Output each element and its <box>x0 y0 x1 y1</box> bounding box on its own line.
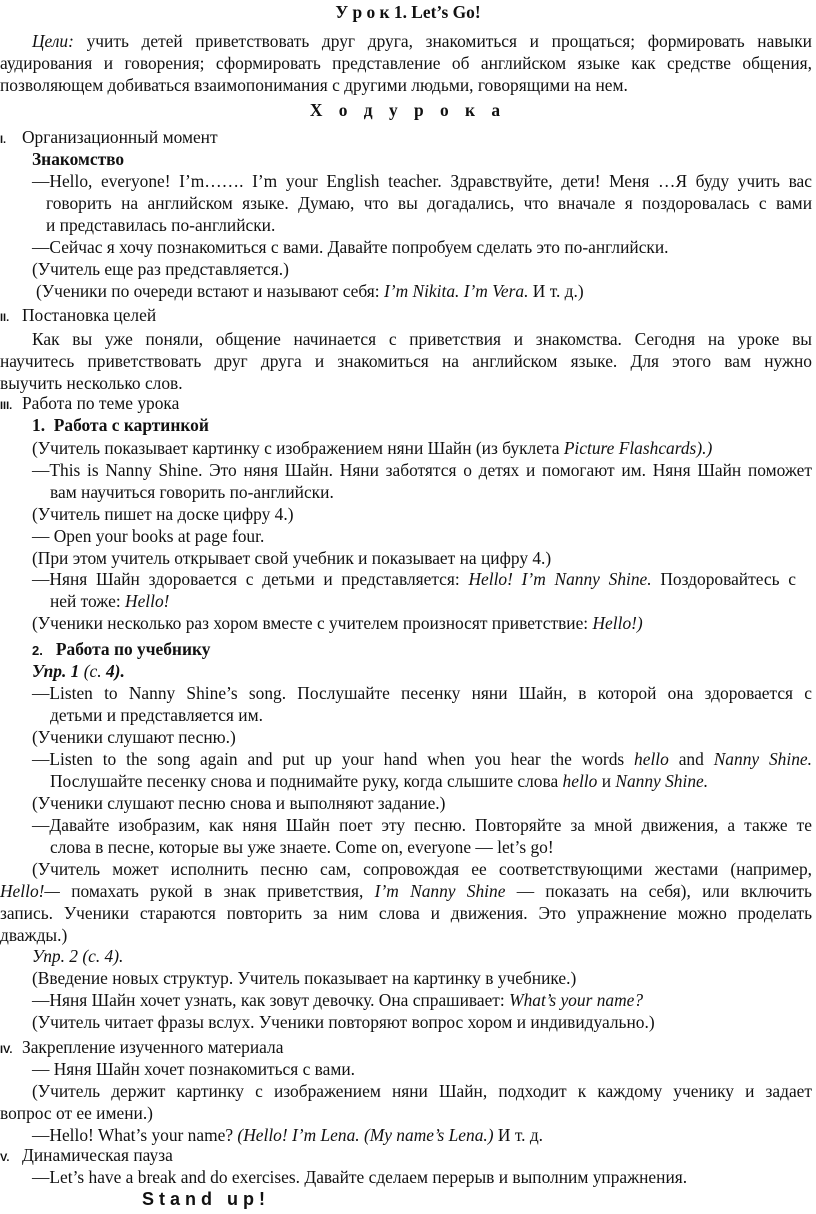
lesson-title: У р о к 1. Let’s Go! <box>335 2 481 22</box>
section-1-subheading: Знакомство <box>32 149 125 169</box>
goals-line-2: аудирования и говорения; сформировать представление об английском языке как средстве общения, <box>0 53 812 73</box>
w2-c-text: —Listen to the song again and put up your hand when you hear the words <box>32 749 625 769</box>
w2-e1: —Давайте изобразим, как няня Шайн поет эту песню. Повторяйте за мной движения, а также те <box>32 815 812 835</box>
w2-h-question: What’s your name? <box>509 990 644 1010</box>
s4-b1: (Учитель держит картинку с изображением няни Шайн, подходит к каждому ученику и задает <box>32 1081 812 1101</box>
w1-f-text: —Няня Шайн здоровается с детьми и представляется: <box>32 569 460 589</box>
s4-c-answer: (Hello! I’m Lena. (My name’s Lena.) <box>237 1125 494 1145</box>
s1-para-2: —Сейчас я хочу познакомиться с вами. Давайте попробуем сделать это по-английски. <box>32 237 669 257</box>
w2-f2 <box>0 881 812 903</box>
s4-b2: вопрос от ее имени.) <box>0 1103 153 1123</box>
w1-c: (Учитель пишет на доске цифру 4.) <box>32 504 294 524</box>
s1-p4-example: I’m Nikita. I’m Vera. <box>384 281 529 301</box>
w1-g-text: (Ученики несколько раз хором вместе с учителем произносят приветствие: <box>32 613 589 633</box>
w2-c-nanny: Nanny Shine. <box>713 749 812 769</box>
goals-label: Цели: <box>32 31 74 51</box>
w1-f-next: ней тоже: <box>50 591 121 611</box>
s2-line-2: научитесь приветствовать друг друга и знакомиться на английском языке. Для этого вам нужно <box>0 351 812 371</box>
w2-c-and: and <box>678 749 704 769</box>
w1-g-hello: Hello!) <box>592 613 643 633</box>
w2-a2: детьми и представляется им. <box>50 705 263 725</box>
w2-h-text: —Няня Шайн хочет узнать, как зовут девочку. Она спрашивает: <box>32 990 505 1010</box>
section-4-heading <box>0 1037 816 1062</box>
course-heading: Х о д у р о к а <box>309 100 507 120</box>
w2-number: 2. <box>32 643 43 658</box>
section-2-number: II. <box>0 312 10 324</box>
w2-f-wave: помахать рукой в знак приветствия, <box>71 881 364 901</box>
s4-a: — Няня Шайн хочет познакомиться с вами. <box>32 1059 356 1079</box>
w2-title: Работа по учебнику <box>55 639 211 659</box>
s1-para-1a: —Hello, everyone! I’m……. I’m your English teacher. Здравствуйте, дети! Меня …Я буду учить вас <box>32 171 812 191</box>
w2-c-ru-nanny: Nanny Shine. <box>615 771 709 791</box>
s2-line-1: Как вы уже поняли, общение начинается с приветствия и знакомства. Сегодня на уроке вы <box>32 329 812 349</box>
w2-e2: слова в песне, которые вы уже знаете. Come on, everyone — let’s go! <box>50 837 554 857</box>
section-3-number: III. <box>0 400 13 412</box>
w1-number: 1. <box>32 415 46 435</box>
s4-c-etc: И т. д. <box>497 1125 544 1145</box>
section-5-heading <box>0 1145 816 1170</box>
w1-b2: вам научиться говорить по-английски. <box>50 482 334 502</box>
s1-p4-etc: И т. д.) <box>532 281 584 301</box>
w2-b: (Ученики слушают песню.) <box>32 727 236 747</box>
w2-ex2: Упр. 2 (с. 4). <box>32 946 124 966</box>
w2-h <box>32 990 643 1012</box>
s2-line-3: выучить несколько слов. <box>0 373 183 393</box>
section-2-title: Постановка целей <box>22 305 157 325</box>
section-1-heading <box>0 127 816 152</box>
s1-para-4 <box>36 281 584 303</box>
s5-stand-up: Stand up! <box>142 1189 270 1209</box>
w2-f-hello: Hello!— <box>0 881 60 901</box>
section-5-number: V. <box>0 1152 10 1164</box>
w1-a-booklet: Picture Flashcards).) <box>563 438 713 458</box>
w1-f1 <box>32 569 796 591</box>
w2-a1: —Listen to Nanny Shine’s song. Послушайте песенку няни Шайн, в которой она здоровается с <box>32 683 812 703</box>
w2-ex1-page-prefix: (с. <box>83 661 102 681</box>
w1-f-hello: Hello! <box>125 591 170 611</box>
w2-f4: дважды.) <box>0 925 68 945</box>
w1-a <box>32 438 712 460</box>
s4-c-question: —Hello! What’s your name? <box>32 1125 234 1145</box>
s1-para-3: (Учитель еще раз представляется.) <box>32 259 289 279</box>
w1-f2 <box>50 591 169 613</box>
w1-g <box>32 613 643 635</box>
w2-ex1 <box>32 661 125 683</box>
w2-f1: (Учитель может исполнить песню сам, сопровождая ее соответствующими жестами (например, <box>32 859 812 879</box>
w1-b1: —This is Nanny Shine. Это няня Шайн. Няни заботятся о детях и помогают им. Няня Шайн поможет <box>32 460 812 480</box>
w1-d: — Open your books at page four. <box>32 526 265 546</box>
section-4-title: Закрепление изученного материала <box>22 1037 284 1057</box>
s1-para-1b: говорить на английском языке. Думаю, что вы догадались, что вначале я поздоровалась с вами <box>46 193 812 213</box>
section-4-number: IV. <box>0 1044 13 1056</box>
s1-para-1c: и представилась по-английски. <box>46 215 276 235</box>
s1-p4-text: (Ученики по очереди встают и называют себя: <box>36 281 380 301</box>
w1-f-tail: Поздоровайтесь с <box>660 569 796 589</box>
w2-c-ru-and: и <box>601 771 611 791</box>
w2-f3: запись. Ученики стараются повторить за ним слова и движения. Это упражнение можно проделать <box>0 903 812 923</box>
section-2-heading <box>0 305 816 330</box>
goals-line-3: позволяющем добиваться взаимопонимания с другими людьми, говорящими на нем. <box>0 75 628 95</box>
w2-ex1-label: Упр. 1 <box>32 661 80 681</box>
s5-a: —Let’s have a break and do exercises. Давайте сделаем перерыв и выполним упражнения. <box>32 1167 688 1187</box>
w2-d: (Ученики слушают песню снова и выполняют задание.) <box>32 793 446 813</box>
section-5-title: Динамическая пауза <box>22 1145 173 1165</box>
s4-c <box>32 1125 543 1147</box>
w2-i: (Учитель читает фразы вслух. Ученики повторяют вопрос хором и индивидуально.) <box>32 1012 655 1032</box>
w1-a-text: (Учитель показывает картинку с изображением няни Шайн (из буклета <box>32 438 560 458</box>
w2-ex1-page: 4). <box>105 661 125 681</box>
w2-c1 <box>32 749 812 771</box>
w1-title: Работа с картинкой <box>53 415 209 435</box>
w2-f-point: — показать на себя), или включить <box>516 881 812 901</box>
w2-c-hello: hello <box>634 749 669 769</box>
w1-e: (При этом учитель открывает свой учебник и показывает на цифру 4.) <box>32 548 552 568</box>
w2-c2 <box>50 771 708 793</box>
section-3-heading <box>0 393 816 418</box>
section-1-number: I. <box>0 134 7 146</box>
w2-c-ru: Послушайте песенку снова и поднимайте руку, когда слышите слова <box>50 771 559 791</box>
w2-g: (Введение новых структур. Учитель показывает на картинку в учебнике.) <box>32 968 577 988</box>
w2-f-nanny: I’m Nanny Shine <box>374 881 506 901</box>
section-1-title: Организационный момент <box>22 127 218 147</box>
w1-heading <box>32 415 209 437</box>
w2-heading <box>32 639 210 662</box>
section-3-title: Работа по теме урока <box>22 393 180 413</box>
goals-line-1 <box>0 31 812 53</box>
w1-f-phrase: Hello! I’m Nanny Shine. <box>468 569 652 589</box>
goals-text-1: учить детей приветствовать друг друга, знакомиться и прощаться; формировать навыки <box>86 31 812 51</box>
w2-c-ru-hello: hello <box>562 771 598 791</box>
